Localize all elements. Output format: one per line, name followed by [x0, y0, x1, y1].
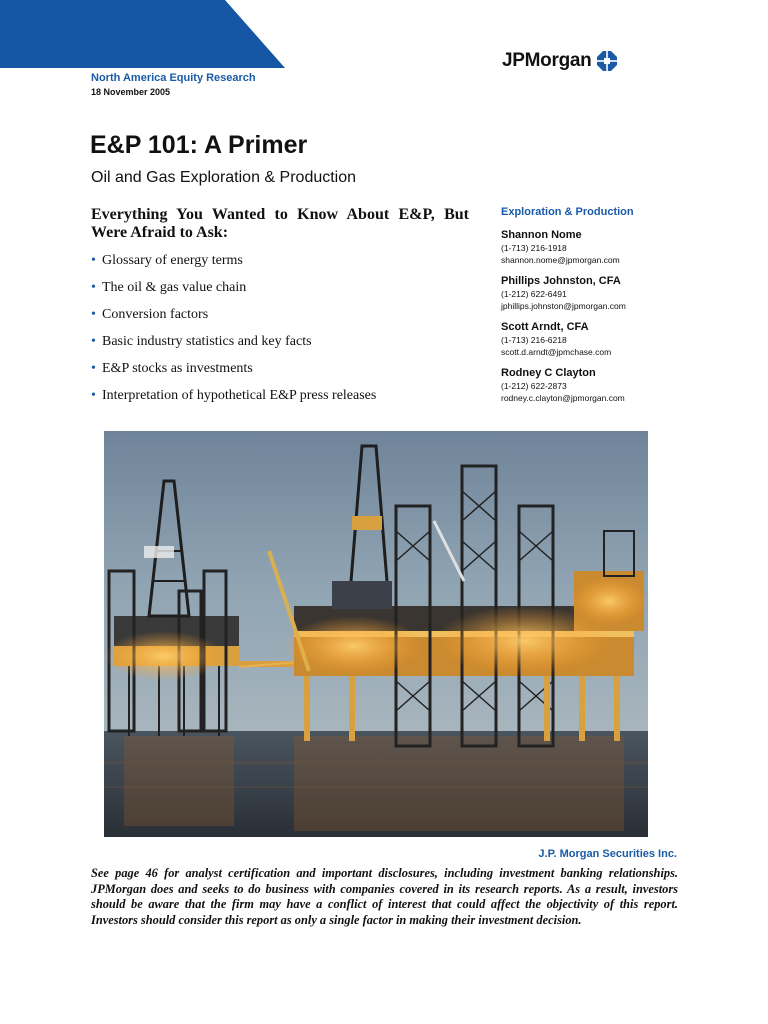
analyst-email: rodney.c.clayton@jpmorgan.com [501, 393, 625, 403]
analyst-email: scott.d.arndt@jpmchase.com [501, 347, 612, 357]
analyst-phone: (1-713) 216-1918 [501, 243, 567, 253]
list-item [91, 279, 376, 306]
list-item [91, 360, 376, 387]
analyst-name: Shannon Nome [501, 229, 582, 241]
bullet-icon: • [91, 253, 96, 268]
list-item-text: E&P stocks as investments [102, 361, 253, 376]
bullet-icon: • [91, 388, 96, 403]
analyst-email: jphillips.johnston@jpmorgan.com [501, 301, 626, 311]
analyst-card [501, 274, 701, 312]
lead-heading: Everything You Wanted to Know About E&P, But Were Afraid to Ask: [91, 206, 469, 241]
report-title: E&P 101: A Primer [90, 131, 308, 159]
bullet-icon: • [91, 361, 96, 376]
analyst-card [501, 228, 701, 266]
analyst-card [501, 320, 701, 358]
firm-name: J.P. Morgan Securities Inc. [538, 848, 677, 860]
bullet-icon: • [91, 307, 96, 322]
analyst-phone: (1-212) 622-6491 [501, 289, 567, 299]
corner-banner [0, 0, 285, 68]
bullet-icon: • [91, 334, 96, 349]
list-item-text: Glossary of energy terms [102, 253, 243, 268]
disclosure-text: See page 46 for analyst certification and important disclosures, including investment banking relationships. JPMorgan does and seeks to do business with companies covered in its research reports. As a result, investors should be aware that the firm may have a conflict of interest that could affect the objectivity of this report. Investors should consider this report as only a single factor in making their investment decision. [91, 866, 678, 927]
analyst-name: Scott Arndt, CFA [501, 321, 589, 333]
analyst-card [501, 366, 701, 404]
list-item [91, 387, 376, 414]
analyst-name: Phillips Johnston, CFA [501, 275, 621, 287]
analyst-phone: (1-713) 216-6218 [501, 335, 567, 345]
analyst-email: shannon.nome@jpmorgan.com [501, 255, 620, 265]
report-date: 18 November 2005 [91, 87, 171, 97]
octagon-logo-icon [596, 50, 618, 72]
list-item-text: Basic industry statistics and key facts [102, 334, 312, 349]
bullet-icon: • [91, 280, 96, 295]
list-item-text: Conversion factors [102, 307, 209, 322]
list-item-text: Interpretation of hypothetical E&P press releases [102, 388, 377, 403]
logo-text: JPMorgan [502, 50, 592, 71]
research-department: North America Equity Research [91, 72, 256, 84]
jpmorgan-logo [502, 50, 618, 72]
list-item [91, 333, 376, 360]
list-item-text: The oil & gas value chain [102, 280, 247, 295]
analyst-sidebar [501, 206, 701, 412]
sidebar-heading: Exploration & Production [501, 206, 634, 218]
analyst-phone: (1-212) 622-2873 [501, 381, 567, 391]
list-item [91, 252, 376, 279]
topic-list [91, 252, 376, 414]
list-item [91, 306, 376, 333]
report-subtitle: Oil and Gas Exploration & Production [91, 169, 357, 186]
offshore-rig-photo [104, 431, 648, 837]
analyst-name: Rodney C Clayton [501, 367, 596, 379]
